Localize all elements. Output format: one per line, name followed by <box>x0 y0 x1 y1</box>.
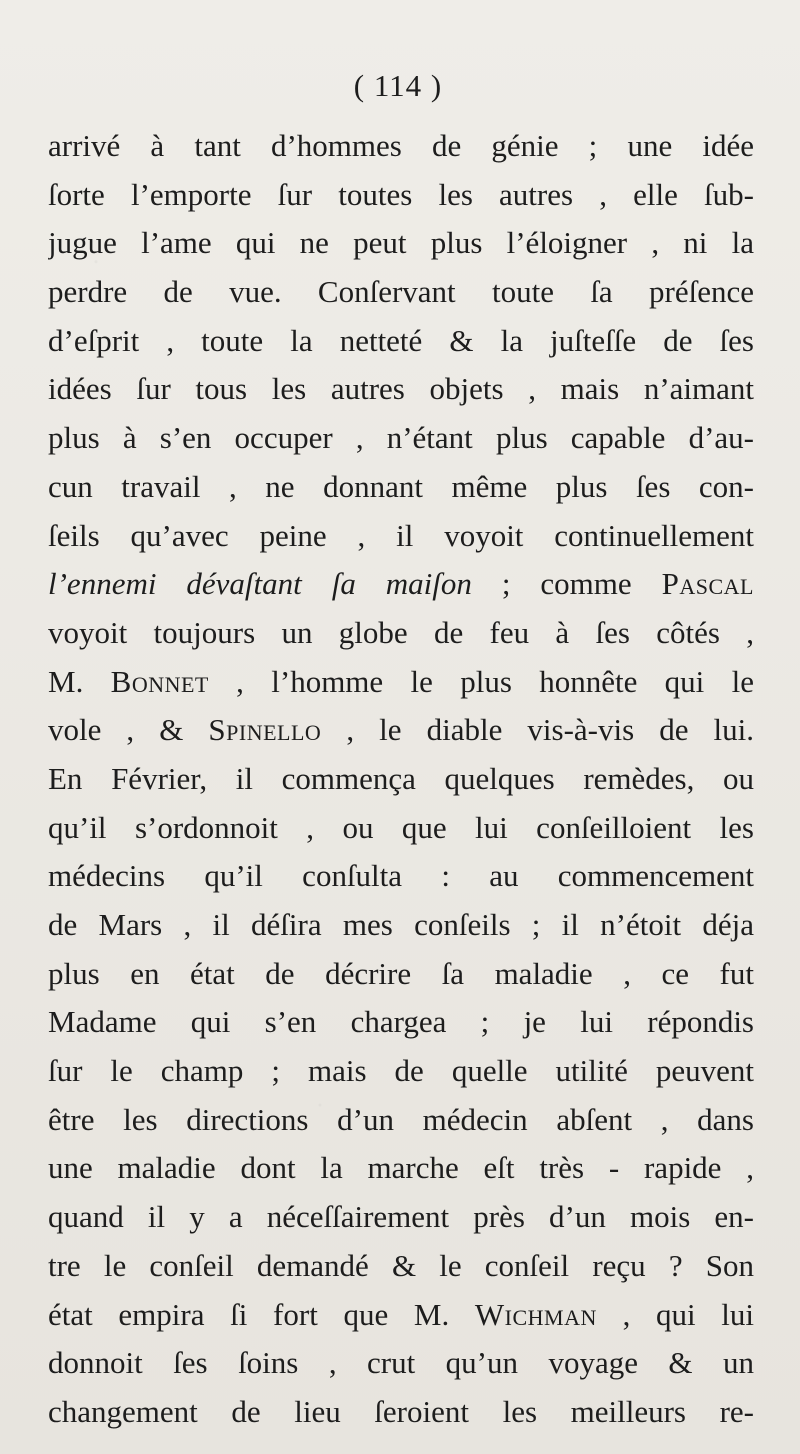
text-line: plus à s’en occuper , n’étant plus capable d’au- <box>48 420 754 456</box>
text-line: idées ſur tous les autres objets , mais n’aimant <box>48 371 754 407</box>
text-fragment: état empira ſi fort que M. <box>48 1296 475 1332</box>
text-line: ſur le champ ; mais de quelle utilité peuvent <box>48 1053 754 1089</box>
text-fragment: , qui lui <box>596 1296 754 1332</box>
text-line: tre le conſeil demandé & le conſeil reçu ? Son <box>48 1247 754 1283</box>
text-line: cun travail , ne donnant même plus ſes con- <box>48 468 754 504</box>
text-line: médecins qu’il conſulta : au commencement <box>48 858 754 894</box>
text-fragment: M. <box>48 663 111 699</box>
name-spinello: Spinello <box>208 712 322 748</box>
page-number: ( 114 ) <box>353 68 443 103</box>
text-line <box>48 706 754 755</box>
text-line: qu’il s’ordonnoit , ou que lui conſeilloient les <box>48 809 754 845</box>
text-line: changement de lieu ſeroient les meilleurs re- <box>48 1393 754 1429</box>
text-line: de Mars , il déſira mes conſeils ; il n’étoit déja <box>48 907 754 942</box>
italic-phrase: l’ennemi dévaſtant ſa maiſon <box>48 566 472 602</box>
text-line: être les directions d’un médecin abſent , dans <box>48 1101 754 1137</box>
text-line: d’eſprit , toute la netteté & la juſteſſe de ſes <box>48 322 754 358</box>
text-line: ſeils qu’avec peine , il voyoit continuellement <box>48 517 754 553</box>
text-line: En Février, il commença quelques remèdes, ou <box>48 760 754 796</box>
name-bonnet: Bonnet <box>110 663 209 699</box>
text-fragment: vole , & <box>48 712 209 748</box>
text-line <box>48 1291 754 1340</box>
text-fragment: ; comme <box>471 566 662 602</box>
text-line: jugue l’ame qui ne peut plus l’éloigner , ni la <box>48 225 754 261</box>
text-fragment: , l’homme le plus honnête qui le <box>208 663 754 699</box>
name-pascal: Pascal <box>661 566 754 602</box>
text-line <box>48 658 754 707</box>
text-line: ſorte l’emporte ſur toutes les autres , elle ſub- <box>48 176 754 212</box>
body-text <box>48 122 754 1437</box>
name-wichman: Wichman <box>474 1296 597 1332</box>
text-line: perdre de vue. Conſervant toute ſa préſence <box>48 274 754 310</box>
text-line-with-italic <box>48 560 754 609</box>
text-line: une maladie dont la marche eſt très - rapide , <box>48 1150 754 1186</box>
text-fragment: , le diable vis-à-vis de lui. <box>321 712 754 748</box>
text-line: arrivé à tant d’hommes de génie ; une idée <box>48 128 754 163</box>
text-line: Madame qui s’en chargea ; je lui répondis <box>48 1004 754 1040</box>
text-line: quand il y a néceſſairement près d’un mois en- <box>48 1199 754 1235</box>
text-line: voyoit toujours un globe de feu à ſes côtés , <box>48 614 754 650</box>
text-line: donnoit ſes ſoins , crut qu’un voyage & un <box>48 1345 754 1381</box>
text-line: plus en état de décrire ſa maladie , ce fut <box>48 955 754 991</box>
